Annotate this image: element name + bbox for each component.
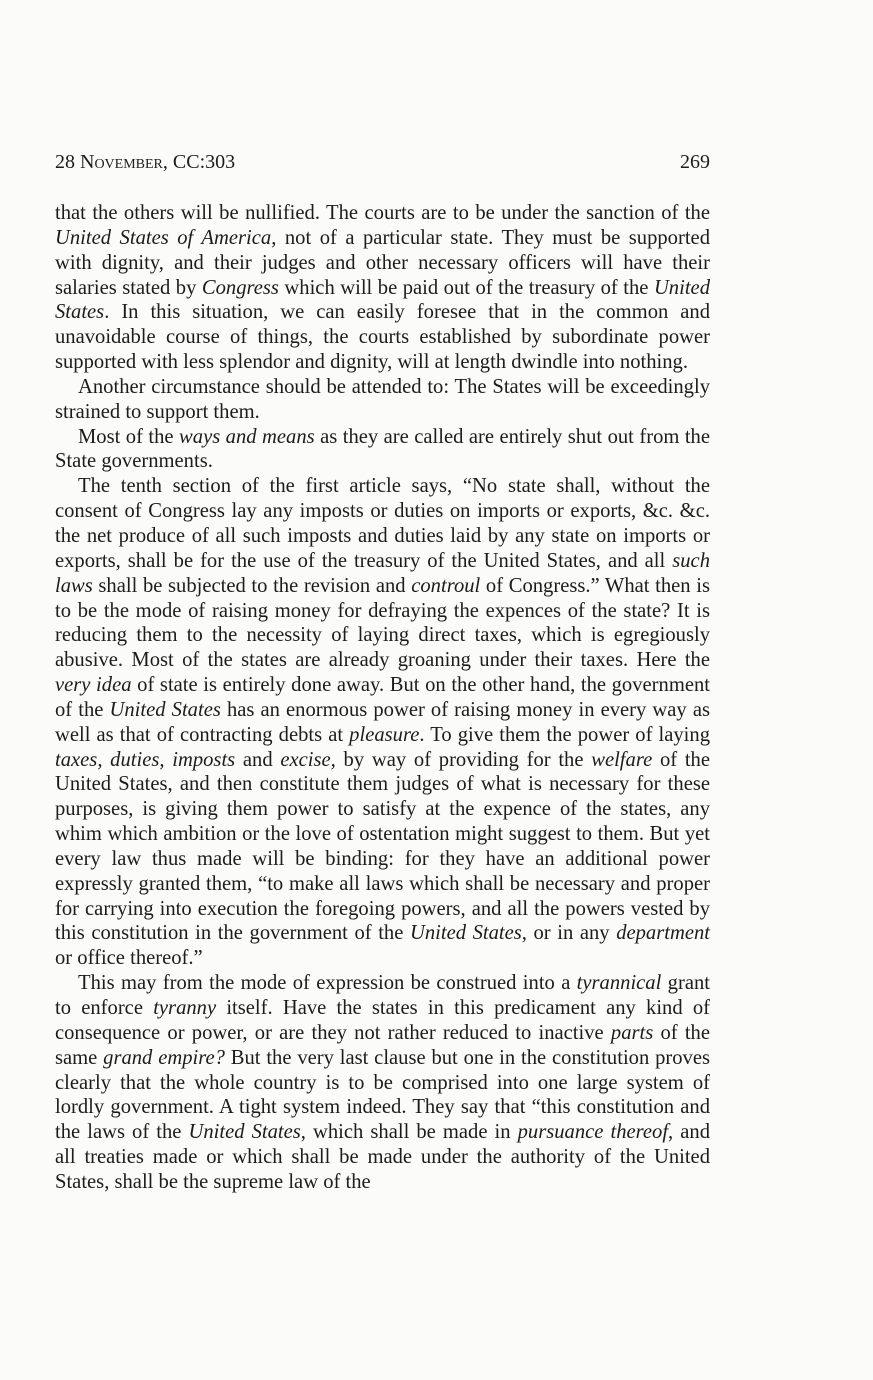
paragraph-circumstance: [55, 375, 710, 425]
text-run: Most of the: [78, 425, 180, 448]
italic-run: United States: [409, 922, 522, 945]
italic-run: controul: [411, 574, 481, 597]
italic-run: pleasure: [349, 723, 420, 746]
italic-run: taxes, duties, imposts: [55, 748, 236, 771]
italic-run: United States: [188, 1121, 301, 1144]
text-run: The tenth section of the first article says, “No state shall, without the consent of Congress lay any imposts or duties on imports or exports, &c. &c. the net produce of all such imposts and duties laid by any state on imports or exports, shall be for the use of the treasury of the United States, and all: [55, 475, 710, 572]
italic-run: tyrannical: [576, 972, 662, 995]
text-run: Another circumstance should be attended to: The States will be exceedingly strained to support them.: [55, 375, 710, 423]
italic-run: excise,: [280, 748, 336, 771]
italic-run: United States of America: [55, 226, 272, 249]
italic-run: very idea: [55, 674, 132, 697]
running-head-citation: [55, 150, 235, 174]
header-month: November: [80, 151, 163, 173]
italic-run: department: [616, 922, 710, 945]
text-run: But the very last clause but one in the constitution proves clearly that the whole country is to be comprised into one large system of lordly government. A tight system indeed. They say that “this constitution and the laws of the: [55, 1046, 710, 1144]
paragraph-tenth-section: [55, 474, 710, 971]
text-run: grant to enforce: [55, 972, 710, 1019]
italic-run: ways and means: [179, 425, 315, 448]
header-day: 28: [55, 151, 80, 173]
italic-run: United States: [55, 276, 710, 324]
paragraph-ways-and-means: [55, 425, 710, 475]
text-run: or office thereof.”: [55, 947, 203, 970]
header-citation: , CC:303: [162, 151, 236, 173]
text-run: , not of a particular state. They must be supported with dignity, and their judges and other necessary officers will have their salaries stated by: [55, 226, 710, 299]
text-run: as they are called are entirely shut out from the State governments.: [55, 425, 710, 473]
text-run: . In this situation, we can easily foresee that in the common and unavoidable course of things, the courts established by subordinate power supported with less splendor and dignity, will at length dwindle into nothing.: [55, 301, 710, 374]
text-run: , or in any: [521, 922, 617, 945]
text-run: and: [235, 748, 281, 771]
body-text: [55, 201, 710, 1195]
italic-run: Congress: [201, 276, 279, 299]
text-run: which will be paid out of the treasury of the: [278, 276, 654, 299]
text-run: This may from the mode of expression be construed into a: [78, 972, 577, 995]
text-run: shall be subjected to the revision and: [92, 574, 412, 597]
italic-run: such laws: [55, 549, 710, 597]
text-run: by way of providing for the: [335, 748, 592, 771]
paragraph-tyrannical-grant: [55, 971, 710, 1195]
page-number: 269: [680, 151, 710, 173]
text-run: of state is entirely done away. But on the other hand, the government of the: [55, 674, 710, 721]
text-run: , which shall be made in: [300, 1121, 518, 1144]
text-run: , and all treaties made or which shall be made under the authority of the United States, shall be the supreme law of the: [55, 1121, 710, 1193]
paragraph-courts: [55, 201, 710, 375]
text-run: of the United States, and then constitute them judges of what is necessary for these purposes, is giving them power to satisfy at the expence of the states, any whim which ambition or the love of ostentation might suggest to them. But yet every law thus made will be binding: for they have an additional power expressly granted them, “to make all laws which shall be necessary and proper for carrying into execution the foregoing powers, and all the powers vested by this constitution in the government of the: [55, 748, 710, 945]
text-run: of the same: [55, 1021, 710, 1069]
italic-run: tyranny: [153, 997, 217, 1019]
text-run: that the others will be nullified. The courts are to be under the sanction of the: [55, 202, 710, 224]
italic-run: United States: [109, 698, 221, 721]
text-run: of Congress.” What then is to be the mode of raising money for defraying the expences of the state? It is reducing them to the necessity of laying direct taxes, which is egregiously abusive. Most of the states are already groaning under their taxes. Here the: [55, 574, 710, 672]
text-run: . To give them the power of laying: [419, 723, 710, 746]
italic-run: pursuance thereof: [517, 1121, 669, 1144]
italic-run: parts: [610, 1021, 654, 1044]
italic-run: grand empire?: [103, 1046, 225, 1069]
italic-run: welfare: [591, 748, 653, 771]
text-run: itself. Have the states in this predicament any kind of consequence or power, or are they not rather reduced to inactive: [55, 997, 711, 1044]
text-run: has an enormous power of raising money in every way as well as that of contracting debts at: [55, 698, 710, 746]
